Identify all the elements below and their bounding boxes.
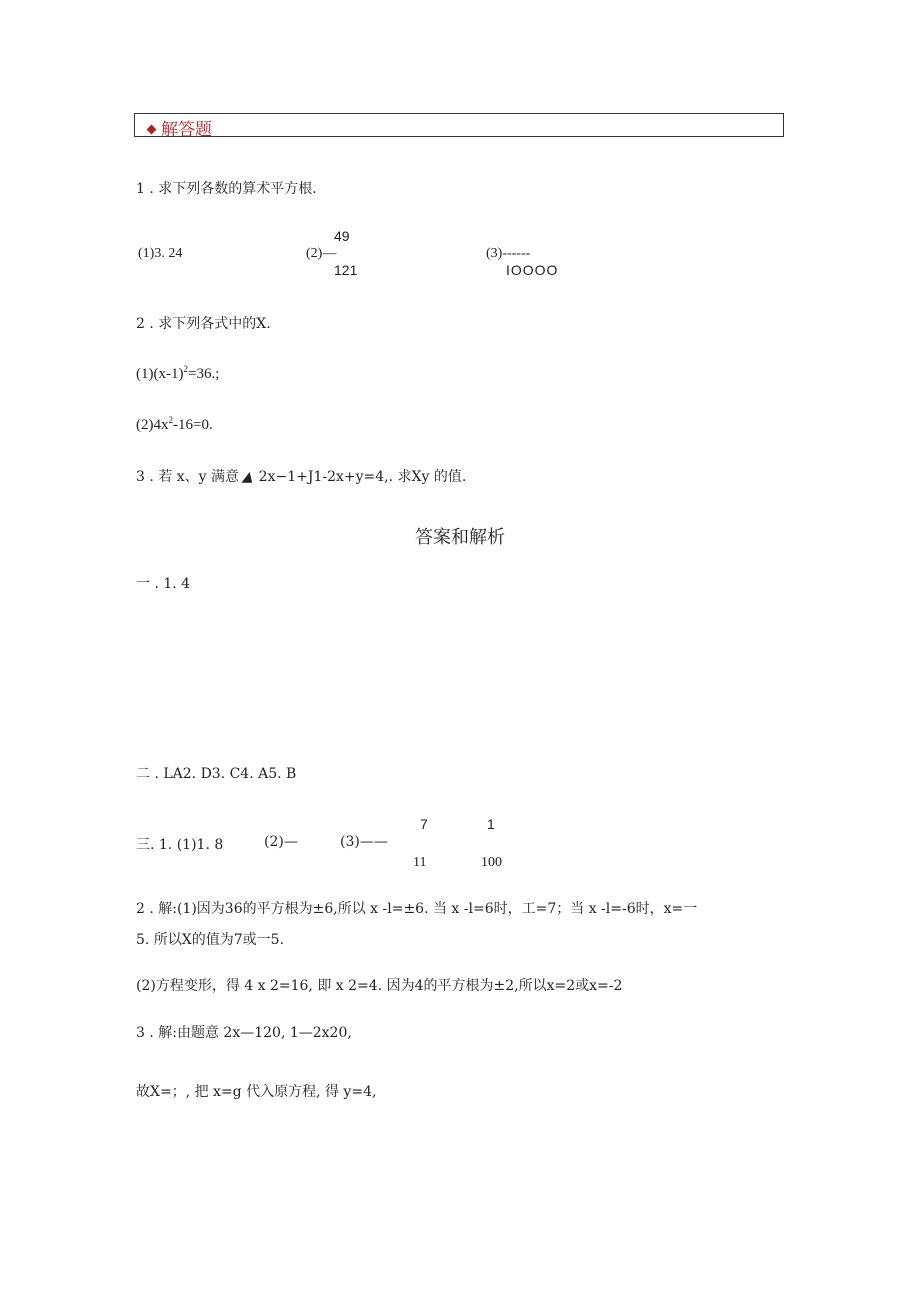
sqrt-icon: ▲ (241, 469, 257, 485)
answer-2-line-1: 2 . 解:(1)因为36的平方根为±6,所以 x -l=±6. 当 x -l=6时，工=7；当 x -l=-6时，x=一 (136, 901, 698, 917)
q1-part-c-prefix: (3)------ (486, 246, 531, 261)
section-header-box (134, 113, 784, 137)
answer-part-3-numerator-2: 1 (487, 816, 495, 832)
question-2-text: 2 . 求下列各式中的X. (136, 316, 271, 332)
answer-part-1: 一 . 1. 4 (136, 576, 191, 592)
answer-2-line-3: (2)方程变形，得 4 x 2=16, 即 x 2=4. 因为4的平方根为±2,所以x=2或x=-2 (136, 978, 623, 994)
answer-part-3-c: (3)—— (340, 834, 388, 850)
q1-part-a: (1)3. 24 (138, 246, 183, 261)
answer-2-line-2: 5. 所以X的值为7或一5. (136, 932, 285, 948)
answer-part-3-line: 三. 1. (1)1. 8 (136, 837, 224, 853)
answer-part-3-denominator-2: 100 (481, 855, 502, 870)
answers-title: 答案和解析 (415, 527, 505, 548)
question-3-text: 3 . 若 x、y 满意 ▲ 2x−1+J1-2x+y=4,. 求Xy 的值. (136, 469, 467, 485)
question-1-text: 1 . 求下列各数的算术平方根. (136, 181, 317, 197)
diamond-icon (147, 125, 157, 135)
q1-part-b-denominator: 121 (334, 262, 358, 278)
q2-part-b: $(2)4x^2-16=0$. (136, 415, 213, 433)
answer-part-2: 二 . LA2. D3. C4. A5. B (136, 766, 297, 782)
q2-part-a: $(1)(x-1)^2=36$.; (136, 364, 220, 382)
q1-part-c-denominator: IOOOO (506, 262, 559, 278)
q1-part-b-numerator: 49 (334, 228, 350, 244)
answer-part-3-denominator-1: 11 (413, 855, 427, 870)
answer-3-line-2: 故X=；, 把 x=g 代入原方程, 得 y=4, (136, 1084, 377, 1100)
answer-3-line-1: 3 . 解:由题意 2x—120, 1—2x20, (136, 1025, 352, 1041)
q1-part-b-prefix: (2)— (306, 246, 337, 261)
section-title: 解答题 (148, 115, 212, 140)
answer-part-3-numerator-1: 7 (420, 816, 428, 832)
answer-part-3-b: (2)— (264, 834, 298, 850)
